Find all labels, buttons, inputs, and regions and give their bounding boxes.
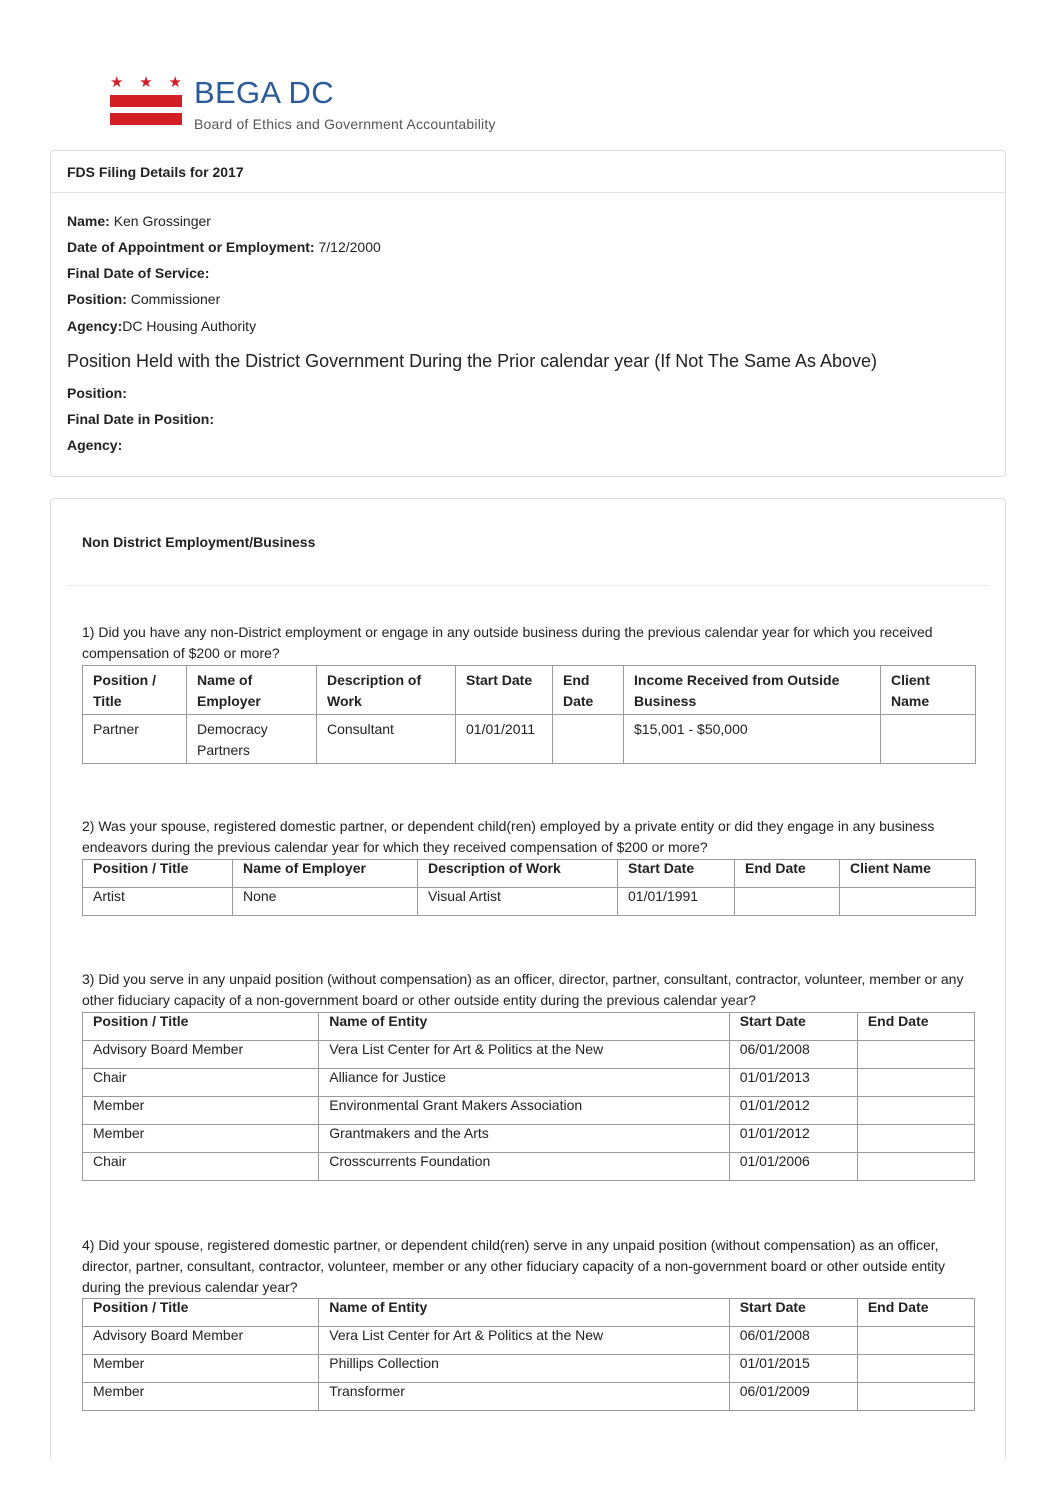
table-cell: 01/01/2012 [729,1125,857,1153]
table-cell [857,1125,974,1153]
table-cell [840,888,976,916]
table-cell: Artist [83,888,233,916]
bega-logo [110,76,530,136]
col-start-date: Start Date [456,666,553,715]
table-cell: Grantmakers and the Arts [319,1125,729,1153]
col-employer: Name of Employer [187,666,317,715]
employment-table [82,665,976,764]
col-position-title: Position / Title [83,666,187,715]
col-description: Description of Work [317,666,456,715]
col-end-date: End Date [857,1299,974,1327]
table-cell: 01/01/2015 [729,1355,857,1383]
filing-details-header: FDS Filing Details for 2017 [51,151,1005,193]
table-cell: 01/01/1991 [618,888,735,916]
table-cell [857,1327,974,1355]
col-start-date: Start Date [729,1013,857,1041]
col-income: Income Received from Outside Business [624,666,881,715]
col-end-date: End Date [735,860,840,888]
table-row [83,1153,975,1181]
table-cell [857,1355,974,1383]
question-4: 4) Did your spouse, registered domestic partner, or dependent child(ren) serve in any unpaid position (without compensation) as an officer, director, partner, consultant, contractor, volunteer, member or any other fiduciary capacity of a non-government board or other outside entity during the previous calendar year? [82,1237,946,1295]
col-description: Description of Work [418,860,618,888]
table-cell: Advisory Board Member [83,1041,319,1069]
table-row [83,715,976,764]
col-end-date: End Date [553,666,624,715]
table-cell [857,1153,974,1181]
divider [67,585,989,586]
filing-details-panel [50,150,1006,477]
question-1: 1) Did you have any non-District employment or engage in any outside business during the previous calendar year for which you received compensation of $200 or more? [82,624,933,661]
prior-final-date-field: Final Date in Position: [67,411,215,427]
prior-position-title: Position Held with the District Government During the Prior calendar year (If Not The Same As Above) [67,351,878,371]
table-cell: Chair [83,1069,319,1097]
agency-field: Agency:DC Housing Authority [67,318,257,334]
table-row [83,1041,975,1069]
table-cell: 01/01/2012 [729,1097,857,1125]
col-start-date: Start Date [729,1299,857,1327]
table-cell: None [233,888,418,916]
appointment-value: 7/12/2000 [318,239,381,255]
appointment-field: Date of Appointment or Employment: 7/12/2000 [67,239,381,255]
table-row [83,1069,975,1097]
table-cell: Partner [83,715,187,764]
table-cell [857,1041,974,1069]
table-cell: Member [83,1097,319,1125]
table-cell [881,715,976,764]
table-cell [553,715,624,764]
non-district-heading: Non District Employment/Business [82,534,316,550]
col-client-name: Client Name [881,666,976,715]
table-row [83,1097,975,1125]
table-cell: Alliance for Justice [319,1069,729,1097]
spouse-employment-table [82,859,976,916]
table-row [83,888,976,916]
table-cell: Transformer [319,1383,729,1411]
position-field: Position: Commissioner [67,291,221,307]
col-start-date: Start Date [618,860,735,888]
question-3: 3) Did you serve in any unpaid position (without compensation) as an officer, director, partner, consultant, contractor, volunteer, member or any other fiduciary capacity of a non-government board or other outside entity during the previous calendar year? [82,971,964,1008]
table-cell [735,888,840,916]
table-cell: 01/01/2011 [456,715,553,764]
col-client-name: Client Name [840,860,976,888]
prior-agency-field: Agency: [67,437,123,453]
col-position-title: Position / Title [83,1013,319,1041]
table-cell: Member [83,1355,319,1383]
table-cell [857,1097,974,1125]
question-2: 2) Was your spouse, registered domestic partner, or dependent child(ren) employed by a private entity or did they engage in any business endeavors during the previous calendar year for which they received compensation of $200 or more? [82,818,935,855]
brand-subtitle: Board of Ethics and Government Accountability [194,116,496,132]
table-cell: 06/01/2008 [729,1041,857,1069]
name-value: Ken Grossinger [113,213,211,229]
dc-flag-icon: ★ ★ ★ [110,76,182,126]
table-cell: Visual Artist [418,888,618,916]
table-cell: Phillips Collection [319,1355,729,1383]
agency-value: DC Housing Authority [122,318,257,334]
col-entity: Name of Entity [319,1299,729,1327]
brand-title: BEGA DC [194,75,334,110]
table-cell: Advisory Board Member [83,1327,319,1355]
col-position-title: Position / Title [83,860,233,888]
table-cell: 01/01/2006 [729,1153,857,1181]
table-row [83,1355,975,1383]
table-cell: Environmental Grant Makers Association [319,1097,729,1125]
table-cell [857,1069,974,1097]
prior-position-field: Position: [67,385,127,401]
table-row [83,1125,975,1153]
table-cell: 01/01/2013 [729,1069,857,1097]
position-value: Commissioner [130,291,221,307]
table-cell: Vera List Center for Art & Politics at the New [319,1327,729,1355]
final-service-field: Final Date of Service: [67,265,210,281]
table-cell: Chair [83,1153,319,1181]
table-cell: Consultant [317,715,456,764]
table-cell: Democracy Partners [187,715,317,764]
table-cell: Member [83,1383,319,1411]
table-cell: Crosscurrents Foundation [319,1153,729,1181]
col-employer: Name of Employer [233,860,418,888]
table-cell: 06/01/2009 [729,1383,857,1411]
table-cell [857,1383,974,1411]
col-entity: Name of Entity [319,1013,729,1041]
table-row [83,1327,975,1355]
name-field: Name: Ken Grossinger [67,213,211,229]
table-cell: Member [83,1125,319,1153]
table-row [83,1383,975,1411]
col-end-date: End Date [857,1013,974,1041]
table-cell: $15,001 - $50,000 [624,715,881,764]
col-position-title: Position / Title [83,1299,319,1327]
spouse-unpaid-positions-table [82,1298,975,1411]
table-cell: Vera List Center for Art & Politics at the New [319,1041,729,1069]
unpaid-positions-table [82,1012,975,1181]
table-cell: 06/01/2008 [729,1327,857,1355]
